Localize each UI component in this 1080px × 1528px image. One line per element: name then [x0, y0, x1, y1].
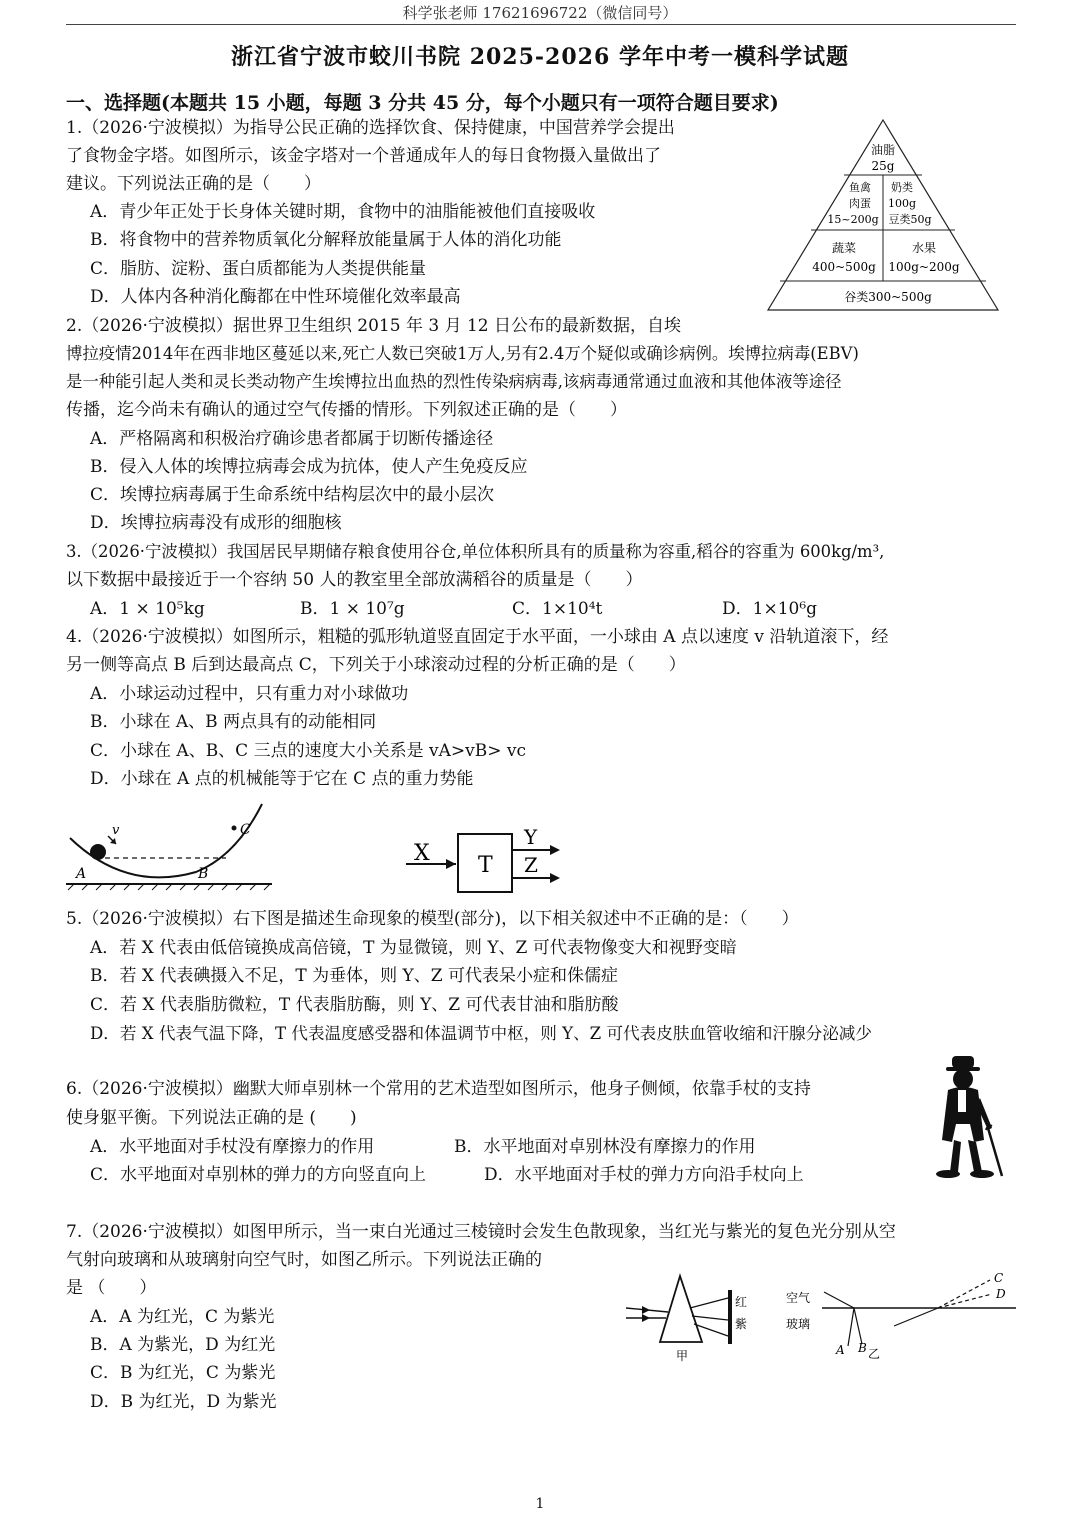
pyramid-veg-name: 蔬菜 — [831, 241, 857, 255]
pyramid-fish-name: 鱼禽 — [849, 181, 871, 194]
label-a: A — [76, 866, 87, 882]
pyramid-fruit-name: 水果 — [911, 241, 937, 255]
q7-line-2: 气射向玻璃和从玻璃射向空气时，如图乙所示。下列说法正确的 — [66, 1250, 542, 1270]
pyramid-grain-label: 谷类300~500g — [844, 290, 932, 304]
q1-option-a: A．青少年正处于长身体关键时期，食物中的油脂能被他们直接吸收 — [90, 202, 596, 222]
pyramid-milk-value: 100g — [887, 197, 917, 210]
arc-track — [70, 804, 262, 877]
ball — [90, 844, 106, 860]
q5-option-a: A．若 X 代表由低倍镜换成高倍镜，T 为显微镜，则 Y、Z 可代表物像变大和视野变暗 — [90, 938, 737, 958]
q1-option-d: D．人体内各种消化酶都在中性环境催化效率最高 — [90, 287, 461, 307]
pyramid-fish-value: 15~200g — [827, 213, 879, 226]
q5-line-1: 5.（2026·宁波模拟）右下图是描述生命现象的模型(部分)，以下相关叙述中不正确的是：（ ） — [66, 909, 799, 929]
q1-line-2: 了食物金字塔。如图所示，该金字塔对一个普通成年人的每日食物摄入量做出了 — [66, 146, 661, 166]
label-glass: 玻璃 — [786, 1317, 811, 1331]
q7-option-a: A．A 为红光，C 为紫光 — [90, 1307, 275, 1327]
prism — [660, 1276, 702, 1342]
pyramid-veg-value: 400~500g — [812, 260, 876, 274]
q6-option-c: C．水平地面对卓别林的弹力的方向竖直向上 — [90, 1165, 427, 1185]
pyramid-oil-value: 25g — [871, 159, 895, 173]
pyramid-oil-name: 油脂 — [870, 143, 896, 157]
q6-option-d: D．水平地面对手杖的弹力方向沿手杖向上 — [484, 1165, 804, 1185]
q1-option-c: C．脂肪、淀粉、蛋白质都能为人类提供能量 — [90, 259, 427, 279]
q4-option-d: D．小球在 A 点的机械能等于它在 C 点的重力势能 — [90, 769, 474, 789]
arc-track-figure — [66, 800, 276, 892]
q2-line-4: 传播，迄今尚未有确认的通过空气传播的情形。下列叙述正确的是（ ） — [66, 400, 627, 420]
label-c: C — [240, 822, 251, 838]
pyramid-fish-name-2: 肉蛋 — [849, 197, 871, 210]
label-air: 空气 — [786, 1291, 811, 1305]
pyramid-fruit-value: 100g~200g — [888, 260, 960, 274]
q5-option-d: D．若 X 代表气温下降，T 代表温度感受器和体温调节中枢，则 Y、Z 可代表皮肤血管收缩和汗腺分泌减少 — [90, 1024, 872, 1043]
q2-option-b: B．侵入人体的埃博拉病毒会成为抗体，使人产生免疫反应 — [90, 457, 528, 477]
q6-line-1: 6.（2026·宁波模拟）幽默大师卓别林一个常用的艺术造型如图所示，他身子侧倾，依靠手杖的支持 — [66, 1079, 811, 1099]
q3-option-a: A．1 × 10⁵kg — [90, 599, 205, 619]
q7-line-1: 7.（2026·宁波模拟）如图甲所示，当一束白光通过三棱镜时会发生色散现象，当红光与紫光的复色光分别从空 — [66, 1222, 896, 1242]
header-divider — [66, 24, 1016, 25]
q5-option-b: B．若 X 代表碘摄入不足，T 为垂体，则 Y、Z 可代表呆小症和侏儒症 — [90, 966, 618, 986]
refraction-figure — [784, 1264, 1024, 1364]
label-b: B — [198, 866, 209, 882]
pyramid-milk-name: 奶类 — [891, 181, 913, 194]
q5-option-c: C．若 X 代表脂肪微粒，T 代表脂肪酶，则 Y、Z 可代表甘油和脂肪酸 — [90, 995, 619, 1015]
label-a: A — [836, 1343, 845, 1357]
q4-option-a: A．小球运动过程中，只有重力对小球做功 — [90, 684, 409, 704]
q3-line-2: 以下数据中最接近于一个容纳 50 人的教室里全部放满稻谷的质量是（ ） — [66, 570, 643, 590]
q3-option-c: C．1×10⁴t — [512, 599, 603, 619]
q3-line-1: 3.（2026·宁波模拟）我国居民早期储存粮食使用谷仓,单位体积所具有的质量称为容重,稻谷的容重为 600kg/m³, — [66, 542, 885, 561]
label-v: v — [112, 823, 120, 838]
cane — [988, 1128, 1002, 1176]
label-c: C — [994, 1271, 1004, 1285]
refraction-caption: 乙 — [868, 1347, 881, 1361]
q1-option-b: B．将食物中的营养物质氧化分解释放能量属于人体的消化功能 — [90, 230, 562, 250]
q2-option-a: A．严格隔离和积极治疗确诊患者都属于切断传播途径 — [90, 429, 494, 449]
label-b: B — [858, 1341, 867, 1355]
q6-option-b: B．水平地面对卓别林没有摩擦力的作用 — [454, 1137, 756, 1157]
q7-option-c: C．B 为红光，C 为紫光 — [90, 1363, 276, 1383]
page-number: 1 — [535, 1496, 545, 1512]
xtyz-model-figure — [400, 820, 570, 900]
q2-option-c: C．埃博拉病毒属于生命系统中结构层次中的最小层次 — [90, 485, 495, 505]
screen — [728, 1290, 732, 1344]
q4-line-1: 4.（2026·宁波模拟）如图所示，粗糙的弧形轨道竖直固定于水平面，一小球由 A 点以速度 v 沿轨道滚下，经 — [66, 627, 889, 647]
food-pyramid-figure — [764, 116, 1002, 312]
model-t: T — [478, 853, 493, 878]
q3-option-b: B．1 × 10⁷g — [300, 599, 405, 619]
q1-line-3: 建议。下列说法正确的是（ ） — [66, 174, 321, 194]
model-y: Y — [524, 825, 538, 849]
q4-line-2: 另一侧等高点 B 后到达最高点 C，下列关于小球滚动过程的分析正确的是（ ） — [66, 655, 686, 675]
q6-line-2: 使身躯平衡。下列说法正确的是 ( ) — [66, 1108, 357, 1128]
q1-line-1: 1.（2026·宁波模拟）为指导公民正确的选择饮食、保持健康，中国营养学会提出 — [66, 118, 675, 138]
q2-line-3: 是一种能引起人类和灵长类动物产生埃博拉出血热的烈性传染病病毒,该病毒通常通过血液和其他体液等途径 — [66, 372, 842, 391]
page-title: 浙江省宁波市蛟川书院 2025-2026 学年中考一模科学试题 — [231, 44, 849, 70]
q4-option-c: C．小球在 A、B、C 三点的速度大小关系是 vA>vB> vc — [90, 741, 526, 761]
q7-line-3: 是 （ ） — [66, 1278, 157, 1298]
prism-label-purple: 紫 — [735, 1317, 748, 1331]
q4-option-b: B．小球在 A、B 两点具有的动能相同 — [90, 712, 377, 732]
section-heading: 一、选择题(本题共 15 小题，每题 3 分共 45 分，每个小题只有一项符合题目要求) — [66, 92, 779, 114]
q3-option-d: D．1×10⁶g — [722, 599, 818, 619]
label-d: D — [996, 1287, 1006, 1301]
q2-line-2: 博拉疫情2014年在西非地区蔓延以来,死亡人数已突破1万人,另有2.4万个疑似或确诊病例。埃博拉病毒(EBV) — [66, 344, 859, 363]
chaplin-figure — [930, 1054, 1010, 1184]
q7-option-d: D．B 为红光，D 为紫光 — [90, 1392, 277, 1412]
q2-line-1: 2.（2026·宁波模拟）据世界卫生组织 2015 年 3 月 12 日公布的最新数据，自埃 — [66, 316, 682, 336]
prism-figure — [622, 1272, 758, 1364]
model-z: Z — [524, 853, 538, 877]
prism-label-red: 红 — [735, 1295, 748, 1309]
header-note: 科学张老师 17621696722（微信同号） — [402, 4, 678, 22]
pyramid-bean-label: 豆类50g — [888, 213, 932, 226]
model-x: X — [414, 841, 430, 866]
q6-option-a: A．水平地面对手杖没有摩擦力的作用 — [90, 1137, 375, 1157]
q2-option-d: D．埃博拉病毒没有成形的细胞核 — [90, 513, 342, 533]
q7-option-b: B．A 为紫光，D 为红光 — [90, 1335, 276, 1355]
prism-caption: 甲 — [676, 1349, 689, 1363]
